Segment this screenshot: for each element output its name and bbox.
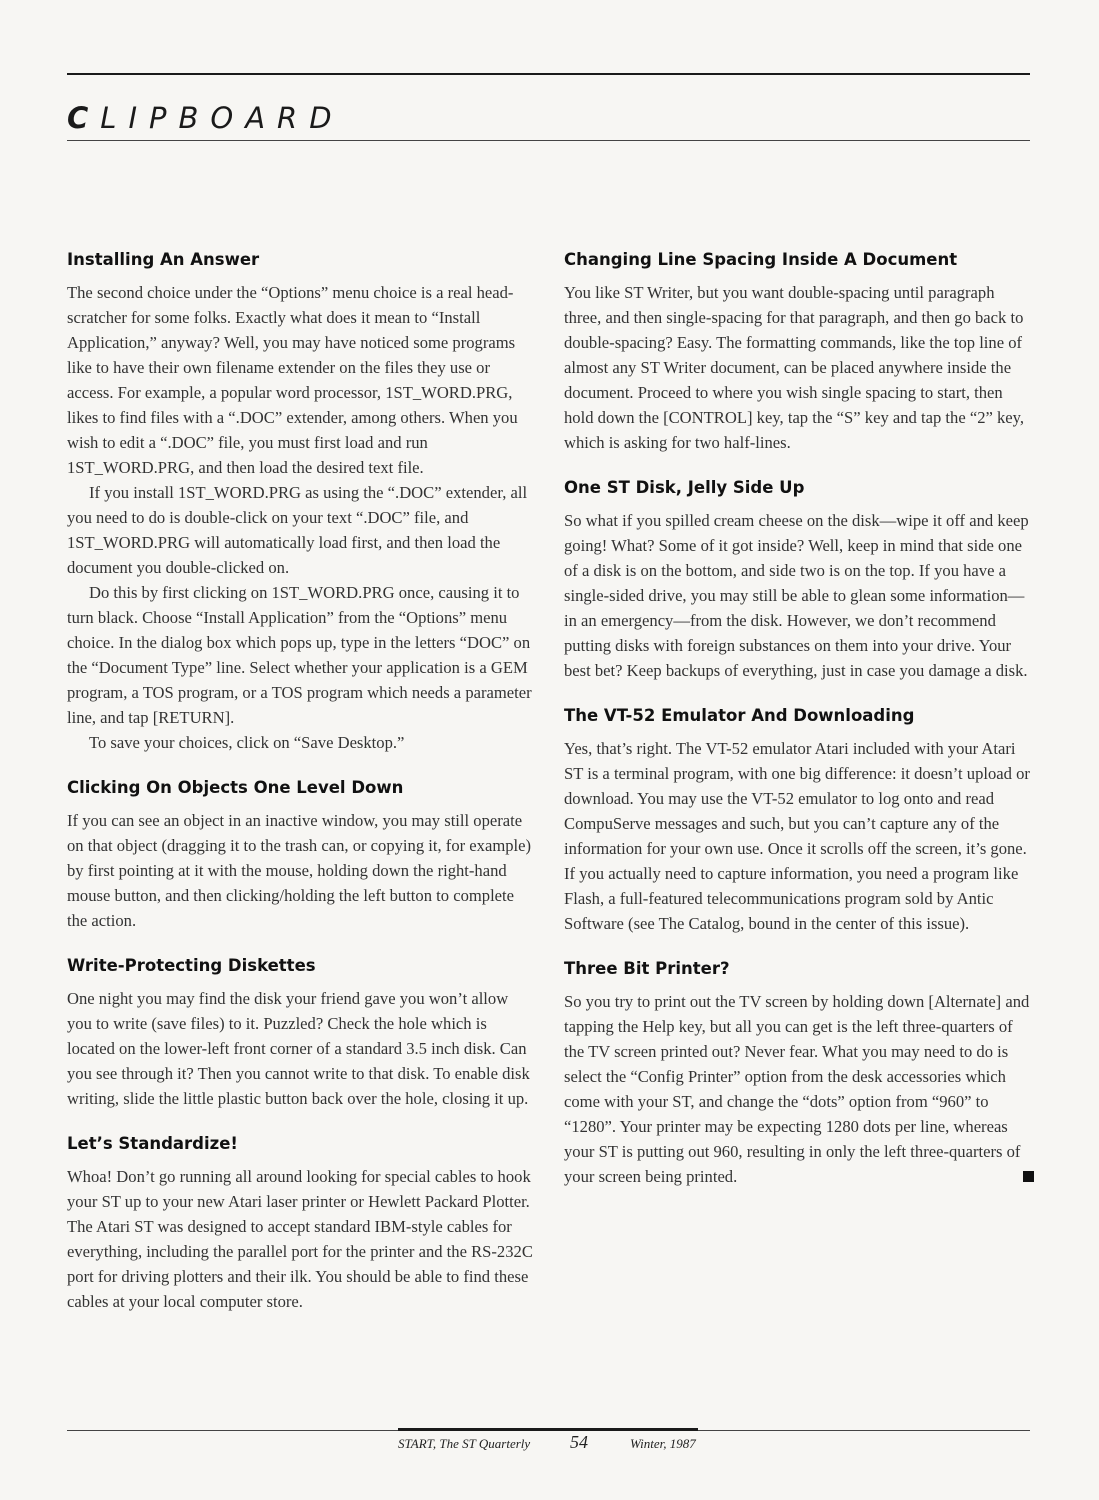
section-title-initial: C (67, 101, 101, 135)
article-paragraph: Whoa! Don’t go running all around looking for special cables to hook your ST up to your new Atari laser printer or Hewlett Packard Plotter. The Atari ST was designed to accept standard IBM-style cables for everything, including the parallel port for the printer and the RS-232C port for driving plotters and their ilk. You should be able to find these cables at your local computer store. (67, 1167, 533, 1311)
article-lets-standardize (67, 1132, 537, 1314)
article-paragraph: Do this by first clicking on 1ST_WORD.PRG once, causing it to turn black. Choose “Install Application” from the “Options” menu choice. In the dialog box which pops up, type in the letters “DOC” on the “Document Type” line. Select whether your application is a GEM program, a TOS program, or a TOS program which needs a parameter line, and tap [RETURN]. (67, 583, 532, 727)
article-title: One ST Disk, Jelly Side Up (564, 478, 805, 497)
article-paragraph: If you install 1ST_WORD.PRG as using the “.DOC” extender, all you need to do is double-click on your text “.DOC” file, and 1ST_WORD.PRG will automatically load first, and then load the document you double-clicked on. (67, 483, 528, 577)
article-paragraph: Yes, that’s right. The VT-52 emulator Atari included with your Atari ST is a terminal program, with one big difference: it doesn’t upload or download. You may use the VT-52 emulator to log onto and read CompuServe messages and such, but you can’t capture any of the information for your own use. Once it scrolls off the screen, it’s gone. If you actually need to capture information, you need a program like Flash, a full-featured telecommunications program sold by Antic Software (see The Catalog, bound in the center of this issue). (564, 739, 1030, 933)
left-column (67, 248, 537, 1335)
header-rule (67, 140, 1030, 141)
article-title: Let’s Standardize! (67, 1134, 238, 1153)
article-title: Three Bit Printer? (564, 959, 730, 978)
end-mark-icon (1023, 1171, 1034, 1182)
article-paragraph: So what if you spilled cream cheese on the disk—wipe it off and keep going! What? Some of it got inside? Well, keep in mind that side one of a disk is on the bottom, and side two is on the top. If you have a single-sided drive, you may still be able to glean some information—in an emergency—from the disk. However, we don’t recommend putting disks with foreign substances on them into your drive. Your best bet? Keep backups of everything, just in case you damage a disk. (564, 511, 1029, 680)
section-title (67, 101, 344, 135)
section-title-rest: LIPBOARD (100, 101, 344, 135)
article-write-protecting-diskettes (67, 954, 537, 1111)
right-column (564, 248, 1034, 1210)
article-paragraph: One night you may find the disk your friend gave you won’t allow you to write (save files) to it. Puzzled? Check the hole which is located on the lower-left front corner of a standard 3.5 inch disk. Can you see through it? Then you cannot write to that disk. To enable disk writing, slide the little plastic button back over the hole, closing it up. (67, 989, 530, 1108)
article-paragraph: The second choice under the “Options” menu choice is a real head-scratcher for some folks. Exactly what does it mean to “Install Application,” anyway? Well, you may have noticed some programs like to have their own filename extender on the files they use or access. For example, a popular word processor, 1ST_WORD.PRG, likes to find files with a “.DOC” extender, among others. When you wish to edit a “.DOC” file, you must first load and run 1ST_WORD.PRG, and then load the desired text file. (67, 283, 518, 477)
article-paragraph (564, 989, 1034, 1189)
article-title: Installing An Answer (67, 250, 260, 269)
article-title: Changing Line Spacing Inside A Document (564, 250, 958, 269)
footer-bar (398, 1428, 698, 1431)
article-one-st-disk (564, 476, 1034, 683)
article-clicking-on-objects (67, 776, 537, 933)
article-paragraph: To save your choices, click on “Save Desktop.” (89, 733, 405, 752)
footer-page-number: 54 (570, 1432, 588, 1452)
top-rule (67, 73, 1030, 75)
article-title: Clicking On Objects One Level Down (67, 778, 404, 797)
footer-issue: Winter, 1987 (630, 1436, 696, 1451)
article-vt52-emulator (564, 704, 1034, 936)
article-paragraph: If you can see an object in an inactive window, you may still operate on that object (dragging it to the trash can, or copying it, for example) by first pointing at it with the mouse, holding down the right-hand mouse button, and then clicking/holding the left button to complete the action. (67, 811, 532, 930)
footer-publication: START, The ST Quarterly (398, 1436, 531, 1451)
article-installing-an-answer (67, 248, 537, 755)
article-three-bit-printer (564, 957, 1034, 1189)
article-changing-line-spacing (564, 248, 1034, 455)
article-title: Write-Protecting Diskettes (67, 956, 316, 975)
article-paragraph: You like ST Writer, but you want double-spacing until paragraph three, and then single-spacing for that paragraph, and then go back to double-spacing? Easy. The formatting commands, like the top line of almost any ST Writer document, can be placed anywhere inside the document. Proceed to where you wish single spacing to start, then hold down the [CONTROL] key, tap the “S” key and tap the “2” key, which is asking for two half-lines. (564, 283, 1025, 452)
article-paragraph-text: So you try to print out the TV screen by holding down [Alternate] and tapping the Help key, but all you can get is the left three-quarters of the TV screen printed out? Never fear. What you may need to do is select the “Config Printer” option from the desk accessories which come with your ST, and change the “dots” option from “960” to “1280”. Your printer may be expecting 1280 dots per line, whereas your ST is putting out 960, resulting in only the left three-quarters of your screen being printed. (564, 992, 1030, 1186)
article-title: The VT-52 Emulator And Downloading (564, 706, 915, 725)
